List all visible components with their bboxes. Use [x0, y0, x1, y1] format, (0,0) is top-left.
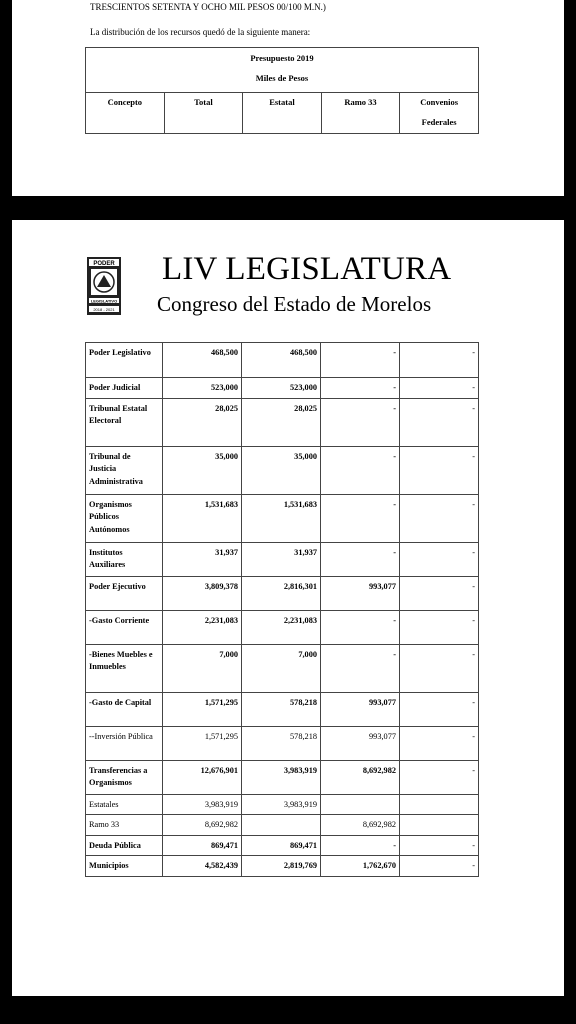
- cell-convenios: -: [400, 856, 479, 877]
- col-header-total: Total: [164, 93, 243, 134]
- cell-concepto: Ramo 33: [86, 815, 163, 836]
- cell-total: 1,531,683: [163, 494, 242, 542]
- cell-estatal: 578,218: [242, 692, 321, 726]
- cell-concepto: Municipios: [86, 856, 163, 877]
- cell-ramo33: -: [321, 398, 400, 446]
- cell-total: 12,676,901: [163, 760, 242, 794]
- cell-total: 28,025: [163, 398, 242, 446]
- cell-estatal: 3,983,919: [242, 760, 321, 794]
- cell-convenios: -: [400, 835, 479, 856]
- cell-convenios: -: [400, 692, 479, 726]
- cell-concepto: -Gasto Corriente: [86, 610, 163, 644]
- svg-text:LEGISLATIVO: LEGISLATIVO: [90, 298, 118, 304]
- cell-concepto: Estatales: [86, 794, 163, 815]
- table-row: [86, 815, 479, 836]
- cell-convenios: -: [400, 494, 479, 542]
- svg-text:PODER: PODER: [93, 261, 115, 267]
- table-row: [86, 378, 479, 399]
- cell-estatal: 2,819,769: [242, 856, 321, 877]
- cell-concepto: Poder Ejecutivo: [86, 576, 163, 610]
- table-row: [86, 343, 479, 378]
- table-row: [86, 835, 479, 856]
- cell-ramo33: -: [321, 343, 400, 378]
- table-row: [86, 794, 479, 815]
- cell-convenios: -: [400, 343, 479, 378]
- cell-total: 869,471: [163, 835, 242, 856]
- cell-estatal: 468,500: [242, 343, 321, 378]
- cell-total: 31,937: [163, 542, 242, 576]
- cell-estatal: 3,983,919: [242, 794, 321, 815]
- budget-table-body: [86, 343, 479, 877]
- cell-ramo33: -: [321, 378, 400, 399]
- table-row: [86, 856, 479, 877]
- cell-total: 468,500: [163, 343, 242, 378]
- cell-total: 3,809,378: [163, 576, 242, 610]
- cell-ramo33: 1,762,670: [321, 856, 400, 877]
- col-header-convenios: Convenios Federales: [400, 93, 479, 134]
- cell-concepto: --Inversión Pública: [86, 726, 163, 760]
- cell-convenios: -: [400, 398, 479, 446]
- cell-concepto: -Gasto de Capital: [86, 692, 163, 726]
- cell-concepto: Tribunal Estatal Electoral: [86, 398, 163, 446]
- cell-concepto: Poder Judicial: [86, 378, 163, 399]
- table-row: [86, 398, 479, 446]
- cell-ramo33: 993,077: [321, 692, 400, 726]
- cell-ramo33: -: [321, 542, 400, 576]
- cell-convenios: [400, 794, 479, 815]
- cell-convenios: -: [400, 446, 479, 494]
- cell-ramo33: -: [321, 835, 400, 856]
- cell-convenios: -: [400, 610, 479, 644]
- cell-ramo33: 8,692,982: [321, 760, 400, 794]
- col-header-estatal: Estatal: [243, 93, 322, 134]
- header-title: Presupuesto 2019: [250, 53, 314, 63]
- cell-convenios: -: [400, 644, 479, 692]
- cell-total: 3,983,919: [163, 794, 242, 815]
- cell-total: 8,692,982: [163, 815, 242, 836]
- cell-ramo33: 993,077: [321, 576, 400, 610]
- cell-estatal: 523,000: [242, 378, 321, 399]
- table-row: [86, 610, 479, 644]
- table-row: [86, 576, 479, 610]
- cell-concepto: Poder Legislativo: [86, 343, 163, 378]
- cell-estatal: 31,937: [242, 542, 321, 576]
- cell-ramo33: -: [321, 446, 400, 494]
- cell-ramo33: 8,692,982: [321, 815, 400, 836]
- cell-estatal: 7,000: [242, 644, 321, 692]
- cell-total: 7,000: [163, 644, 242, 692]
- document-page-2: [12, 220, 564, 996]
- cell-concepto: Transferencias a Organismos: [86, 760, 163, 794]
- table-row: [86, 644, 479, 692]
- cell-convenios: -: [400, 726, 479, 760]
- cell-total: 1,571,295: [163, 692, 242, 726]
- table-row: [86, 494, 479, 542]
- table-row: [86, 446, 479, 494]
- cell-ramo33: 993,077: [321, 726, 400, 760]
- table-row: [86, 726, 479, 760]
- congress-logo: [87, 257, 121, 315]
- legislature-title: LIV LEGISLATURA: [162, 251, 452, 287]
- cell-estatal: 35,000: [242, 446, 321, 494]
- table-row: [86, 692, 479, 726]
- congress-subtitle: Congreso del Estado de Morelos: [157, 292, 432, 316]
- cell-estatal: [242, 815, 321, 836]
- cell-concepto: -Bienes Muebles e Inmuebles: [86, 644, 163, 692]
- cell-ramo33: [321, 794, 400, 815]
- cell-total: 523,000: [163, 378, 242, 399]
- cell-estatal: 1,531,683: [242, 494, 321, 542]
- budget-table: [85, 342, 479, 877]
- table-row: [86, 760, 479, 794]
- cell-concepto: Institutos Auxiliares: [86, 542, 163, 576]
- amount-text-line: TRESCIENTOS SETENTA Y OCHO MIL PESOS 00/100 M.N.): [90, 2, 326, 12]
- cell-convenios: -: [400, 378, 479, 399]
- cell-convenios: -: [400, 542, 479, 576]
- cell-ramo33: -: [321, 644, 400, 692]
- table-row: [86, 542, 479, 576]
- col-header-ramo33: Ramo 33: [321, 93, 400, 134]
- distribution-intro-text: La distribución de los recursos quedó de la siguiente manera:: [90, 27, 311, 37]
- cell-total: 35,000: [163, 446, 242, 494]
- cell-concepto: Organismos Públicos Autónomos: [86, 494, 163, 542]
- cell-estatal: 869,471: [242, 835, 321, 856]
- cell-convenios: -: [400, 760, 479, 794]
- col-header-concepto: Concepto: [86, 93, 165, 134]
- cell-concepto: Deuda Pública: [86, 835, 163, 856]
- svg-text:2018 - 2021: 2018 - 2021: [93, 307, 115, 312]
- cell-estatal: 2,231,083: [242, 610, 321, 644]
- cell-total: 4,582,439: [163, 856, 242, 877]
- cell-concepto: Tribunal de Justicia Administrativa: [86, 446, 163, 494]
- cell-convenios: -: [400, 576, 479, 610]
- header-title-cell: [86, 48, 479, 93]
- cell-ramo33: -: [321, 610, 400, 644]
- cell-convenios: [400, 815, 479, 836]
- cell-estatal: 2,816,301: [242, 576, 321, 610]
- cell-total: 1,571,295: [163, 726, 242, 760]
- cell-total: 2,231,083: [163, 610, 242, 644]
- document-page-1: [12, 0, 564, 196]
- cell-ramo33: -: [321, 494, 400, 542]
- budget-header-table: [85, 47, 479, 134]
- cell-estatal: 28,025: [242, 398, 321, 446]
- header-subtitle: Miles de Pesos: [255, 73, 309, 83]
- cell-estatal: 578,218: [242, 726, 321, 760]
